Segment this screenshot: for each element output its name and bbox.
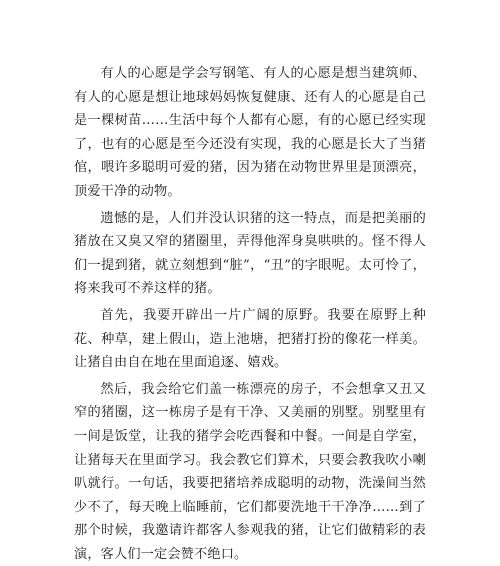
paragraph-2: 遗憾的是，人们并没认识猪的这一特点，而是把美丽的猪放在又臭又窄的猪圈里，弄得他浑身臭哄哄的。怪不得人们一提到猪，就立刻想到“脏”，“丑”的字眼呢。太可怜了，将来我可不养这样的猪。 bbox=[74, 210, 426, 297]
paragraph-4: 然后，我会给它们盖一栋漂亮的房子，不会想拿又丑又窄的猪圈，这一栋房子是有干净、又美丽的别墅。别墅里有一间是饭堂，让我的猪学会吃西餐和中餐。一间是自学室，让猪每天在里面学习。我会教它们算术，只要会教我吹小喇叭就行。一句话，我要把猪培养成聪明的动物，洗澡间当然少不了，每天晚上临睡前，它们都要洗地干干净净……到了那个时候，我邀请许都客人参观我的猪，让它们做精彩的表演，客人们一定会赞不绝口。 bbox=[74, 381, 426, 562]
essay-body bbox=[74, 62, 426, 566]
paragraph-1: 有人的心愿是学会写钢笔、有人的心愿是想当建筑师、有人的心愿是想让地球妈妈恢复健康、还有人的心愿是自己是一棵树苗……生活中每个人都有心愿，有的心愿已经实现了，也有的心愿是至今还没有实现，我的心愿是长大了当猪倌，喂许多聪明可爱的猪，因为猪在动物世界里是顶漂亮，顶爱干净的动物。 bbox=[74, 66, 426, 199]
paragraph-3: 首先，我要开辟出一片广阔的原野。我要在原野上种花、种草，建上假山，造上池塘，把猪打扮的像花一样美。让猪自由自在地在里面追逐、嬉戏。 bbox=[74, 307, 426, 371]
